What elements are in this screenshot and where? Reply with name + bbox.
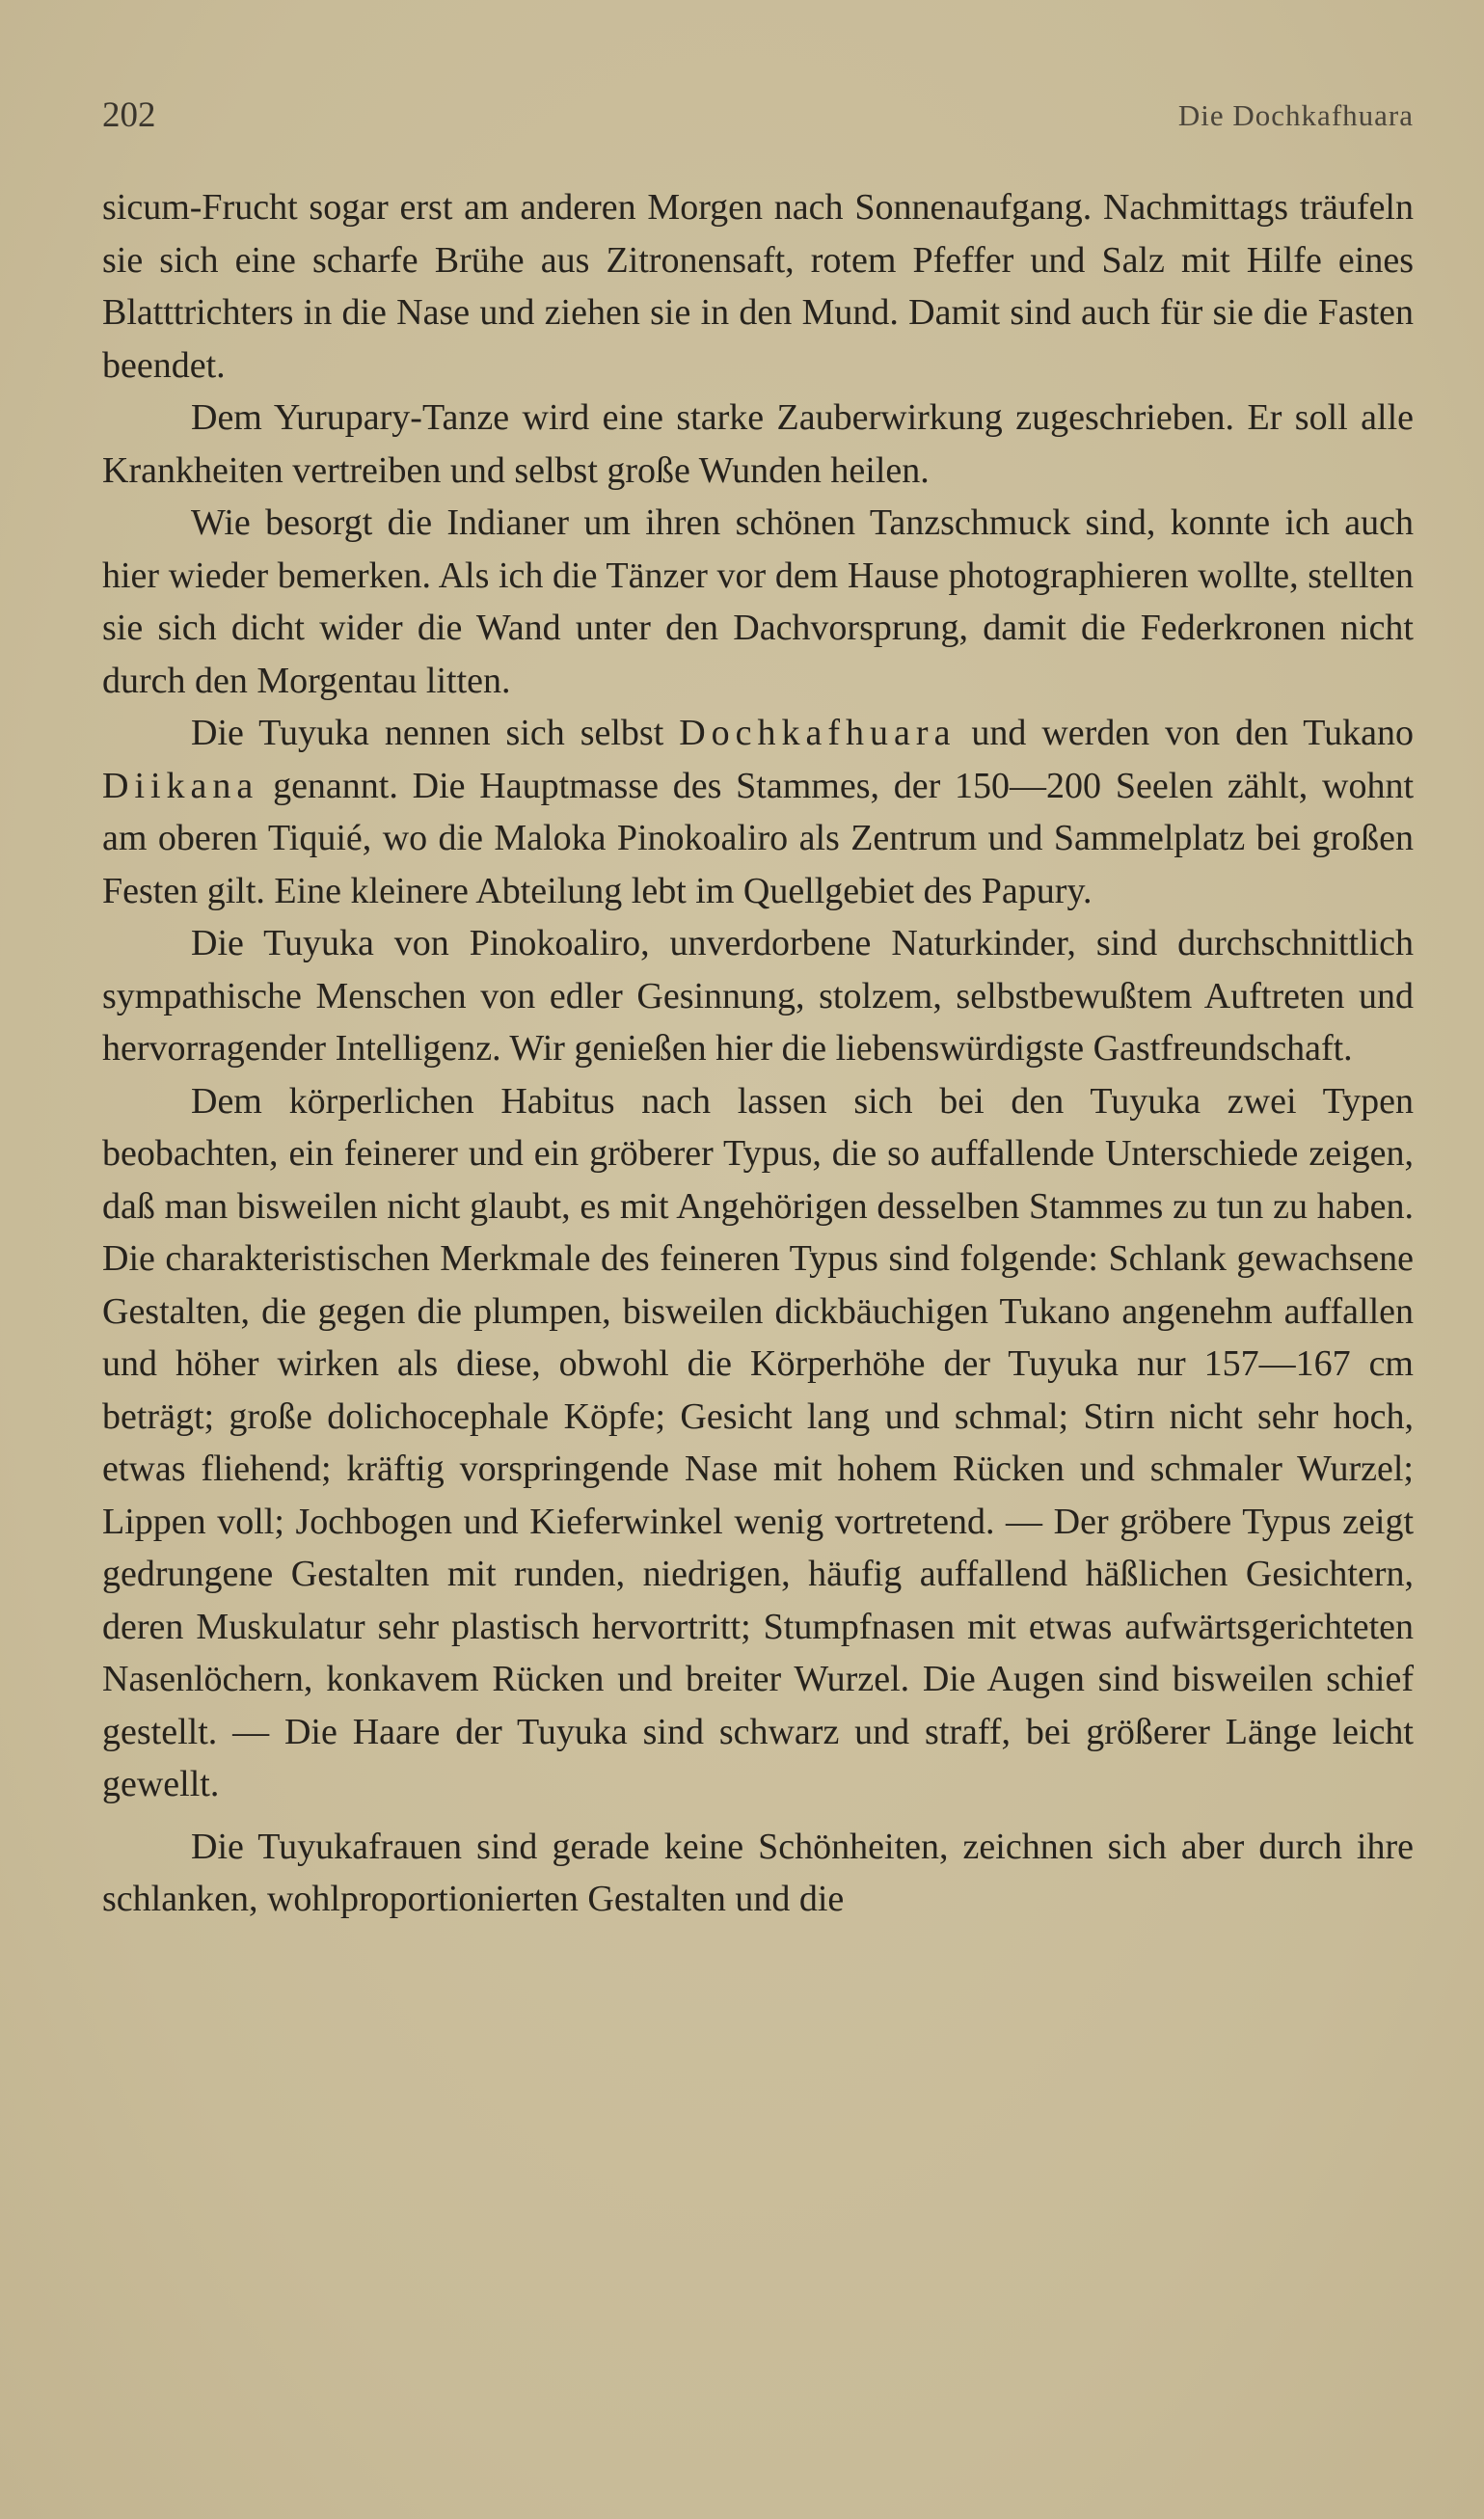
spaced-name-diikana: Diikana — [102, 765, 259, 806]
page-header — [102, 95, 1414, 143]
paragraph-tribe-names — [102, 707, 1414, 917]
running-title: Die Dochkafhuara — [1177, 98, 1414, 132]
paragraph: Dem körperlichen Habitus nach lassen sich bei den Tuyuka zwei Typen beobachten, ein feinerer und ein gröberer Typus, die so auffallende Unterschiede zeigen, daß man bisweilen nicht glaubt, es mit Angehörigen desselben Stammes zu tun zu haben. Die charakteristischen Merkmale des feineren Typus sind folgende: Schlank gewachsene Gestalten, die gegen die plumpen, bisweilen dickbäuchigen Tukano angenehm auffallen und höher wirken als diese, obwohl die Körperhöhe der Tuyuka nur 157—167 cm beträgt; große dolichocephale Köpfe; Gesicht lang und schmal; Stirn nicht sehr hoch, etwas fliehend; kräftig vorspringende Nase mit hohem Rücken und schmaler Wurzel; Lippen voll; Jochbogen und Kieferwinkel wenig vortretend. — Der gröbere Typus zeigt gedrungene Gestalten mit runden, niedrigen, häufig auffallend häßlichen Gesichtern, deren Muskulatur sehr plastisch hervortritt; Stumpfnasen mit etwas aufwärtsgerichteten Nasenlöchern, konkavem Rücken und breiter Wurzel. Die Augen sind bisweilen schief gestellt. — Die Haare der Tuyuka sind schwarz und straff, bei größerer Länge leicht gewellt. — [102, 1080, 1414, 1804]
paragraph: Die Tuyukafrauen sind gerade keine Schönheiten, zeichnen sich aber durch ihre schlanken, wohlproportionierten Gestalten und die — [102, 1826, 1414, 1919]
paragraph: Die Tuyuka von Pinokoaliro, unverdorbene Naturkinder, sind durchschnittlich sympathische Menschen von edler Gesinnung, stolzem, selbstbewußtem Auftreten und hervorragender Intelligenz. Wir genießen hier die liebenswürdigste Gastfreundschaft. — [102, 923, 1414, 1069]
paragraph-text: Die Tuyuka nennen sich selbst — [191, 713, 680, 753]
body-text — [102, 181, 1414, 1926]
spaced-name-dochkafhuara: Dochkafhuara — [679, 713, 957, 753]
paragraph: Wie besorgt die Indianer um ihren schönen Tanzschmuck sind, konnte ich auch hier wieder bemerken. Als ich die Tänzer vor dem Hause photographieren wollte, stellten sie sich dicht wider die Wand unter den Dachvorsprung, damit die Federkronen nicht durch den Morgentau litten. — [102, 502, 1414, 701]
paragraph-text: und werden von den Tukano — [956, 713, 1414, 753]
paragraph: Dem Yurupary-Tanze wird eine starke Zauberwirkung zugeschrieben. Er soll alle Krankheiten vertreiben und selbst große Wunden heilen. — [102, 397, 1414, 491]
paragraph-text: genannt. Die Hauptmasse des Stammes, der 150—200 Seelen zählt, wohnt am oberen Tiquié, wo die Maloka Pinokoaliro als Zentrum und Sammelplatz bei großen Festen gilt. Eine kleinere Abteilung lebt im Quellgebiet des Papury. — [102, 765, 1414, 911]
page-number: 202 — [102, 95, 156, 135]
paragraph-continuation: sicum-Frucht sogar erst am anderen Morgen nach Sonnenaufgang. Nachmittags träufeln sie sich eine scharfe Brühe aus Zitronensaft, rotem Pfeffer und Salz mit Hilfe eines Blatttrichters in die Nase und ziehen sie in den Mund. Damit sind auch für sie die Fasten beendet. — [102, 187, 1414, 386]
